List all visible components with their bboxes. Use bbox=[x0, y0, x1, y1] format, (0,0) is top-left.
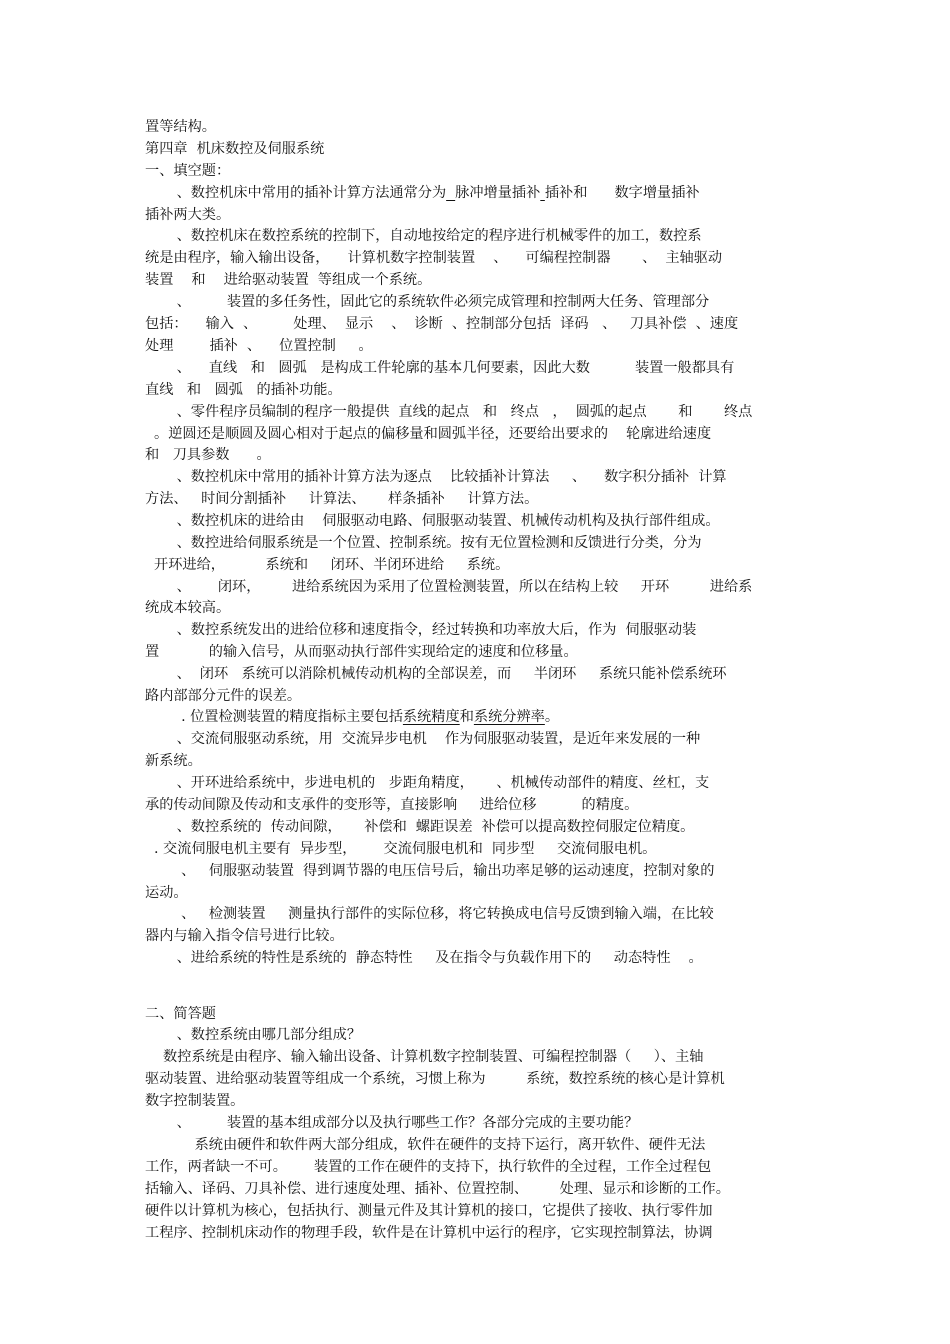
text-segment: 一、填空题： bbox=[145, 163, 231, 179]
text-segment: 、数控机床中常用的插补计算方法通常分为 bbox=[145, 185, 447, 201]
text-segment: 、 装置的多任务性，固此它的系统软件必须完成管理和控制两大任务、管理部分 bbox=[145, 294, 710, 310]
text-segment: 工程序、控制机床动作的物理手段，软件是在计算机中运行的程序，它实现控制算法，协调 bbox=[145, 1225, 713, 1241]
text-line bbox=[145, 1091, 244, 1111]
text-segment: 、 直线 和 圆弧 是构成工件轮廓的基本几何要素，因此大数 装置一般都具有 bbox=[145, 360, 735, 376]
text-line bbox=[145, 205, 230, 225]
text-segment: . 位置检测装置的精度指标主要包括 bbox=[145, 709, 403, 725]
text-line bbox=[145, 817, 694, 837]
text-line bbox=[145, 533, 702, 553]
text-line bbox=[145, 686, 301, 706]
text-segment: 路内部部分元件的误差。 bbox=[145, 688, 302, 704]
text-segment: 统是由程序，输入输出设备， 计算机数字控制装置 、 可编程控制器 、 主轴驱动 bbox=[145, 250, 723, 266]
text-line bbox=[145, 861, 714, 881]
text-segment: 、交流伺服驱动系统，用 交流异步电机 作为伺服驱动装置，是近年来发展的一种 bbox=[145, 731, 701, 747]
text-line bbox=[145, 795, 638, 815]
text-segment: 插补和 数字增量插补 bbox=[544, 185, 700, 201]
text-segment: 驱动装置、进给驱动装置等组成一个系统，习惯上称为 系统，数控系统的核心是计算机 bbox=[145, 1071, 725, 1087]
text-line bbox=[145, 402, 752, 422]
text-line bbox=[145, 467, 727, 487]
text-line bbox=[145, 926, 344, 946]
text-segment: 、进给系统的特性是系统的 静态特性 及在指令与负载作用下的 动态特性 。 bbox=[145, 950, 703, 966]
text-line bbox=[145, 489, 538, 509]
text-segment: 统成本较高。 bbox=[145, 600, 231, 616]
text-segment: 方法、 时间分割插补 计算法、 样条插补 计算方法。 bbox=[145, 491, 539, 507]
text-segment: 硬件以计算机为核心，包括执行、测量元件及其计算机的接口，它提供了接收、执行零件加 bbox=[145, 1203, 713, 1219]
text-line bbox=[145, 620, 696, 640]
text-line bbox=[145, 314, 738, 334]
text-segment: . 交流伺服电机主要有 异步型， 交流伺服电机和 同步型 交流伺服电机。 bbox=[145, 841, 657, 857]
text-line bbox=[145, 1201, 713, 1221]
text-line bbox=[145, 248, 722, 268]
text-segment: 、数控系统的 传动间隙， 补偿和 螺距误差 补偿可以提高数控伺服定位精度。 bbox=[145, 819, 695, 835]
text-segment: 、开环进给系统中，步进电机的 步距角精度， 、机械传动部件的精度、丝杠，支 bbox=[145, 775, 710, 791]
text-line bbox=[145, 729, 700, 749]
text-line bbox=[145, 664, 727, 684]
text-line bbox=[145, 511, 720, 531]
text-line bbox=[145, 183, 700, 203]
text-line bbox=[145, 445, 271, 465]
text-segment: 包括： 输入 、 处理、 显示 、 诊断 、控制部分包括 译码 、 刀具补偿 、速度 bbox=[145, 316, 739, 332]
text-line bbox=[145, 336, 373, 356]
text-line bbox=[145, 707, 559, 727]
text-segment: 括输入、译码、刀具补偿、进行速度处理、插补、位置控制、 处理、显示和诊断的工作。 bbox=[145, 1181, 730, 1197]
text-segment: 工作，两者缺一不可。 装置的工作在硬件的支持下，执行软件的全过程，工作全过程包 bbox=[145, 1159, 712, 1175]
text-segment: 承的传动间隙及传动和支承件的变形等，直接影响 进给位移 的精度。 bbox=[145, 797, 639, 813]
text-segment: 二、简答题 bbox=[145, 1006, 216, 1022]
text-segment: 置 的输入信号，从而驱动执行部件实现给定的速度和位移量。 bbox=[145, 644, 578, 660]
text-line bbox=[145, 1004, 216, 1024]
text-segment: 脉冲增量插补 bbox=[455, 185, 541, 201]
text-segment: 、 闭环 系统可以消除机械传动机构的全部误差，而 半闭环 系统只能补偿系统环 bbox=[145, 666, 727, 682]
text-segment bbox=[446, 185, 455, 201]
text-segment: 。 bbox=[544, 709, 560, 725]
text-line bbox=[145, 161, 230, 181]
text-line bbox=[145, 380, 342, 400]
text-segment: 、 装置的基本组成部分以及执行哪些工作？各部分完成的主要功能？ bbox=[145, 1115, 639, 1131]
text-segment: 、零件程序员编制的程序一般提供 直线的起点 和 终点 ， 圆弧的起点 和 终点 bbox=[145, 404, 753, 420]
text-line bbox=[145, 1025, 361, 1045]
text-segment: 直线 和 圆弧 的插补功能。 bbox=[145, 382, 342, 398]
text-segment: 置等结构。 bbox=[145, 119, 216, 135]
text-segment: 处理 插补 、 位置控制 。 bbox=[145, 338, 373, 354]
text-line bbox=[145, 839, 656, 859]
text-line bbox=[145, 226, 702, 246]
text-segment: 、数控系统发出的进给位移和速度指令，经过转换和功率放大后，作为 伺服驱动装 bbox=[145, 622, 697, 638]
text-segment: 系统精度 bbox=[402, 709, 460, 725]
text-segment: 、 伺服驱动装置 得到调节器的电压信号后，输出功率足够的运动速度，控制对象的 bbox=[145, 863, 715, 879]
text-line bbox=[145, 1113, 638, 1133]
text-segment: 和 刀具参数 。 bbox=[145, 447, 271, 463]
text-segment: 、数控机床中常用的插补计算方法为逐点 比较插补计算法 、 数字积分插补 计算 bbox=[145, 469, 727, 485]
text-line bbox=[145, 292, 709, 312]
text-segment: 插补两大类。 bbox=[145, 207, 231, 223]
text-line bbox=[145, 904, 714, 924]
text-segment: 第四章 机床数控及伺服系统 bbox=[145, 141, 325, 157]
text-segment: 和 bbox=[459, 709, 474, 725]
text-line bbox=[145, 642, 578, 662]
text-line bbox=[145, 1047, 703, 1067]
text-segment: 器内与输入指令信号进行比较。 bbox=[145, 928, 344, 944]
text-line bbox=[145, 948, 703, 968]
text-line bbox=[145, 1135, 705, 1155]
text-segment: 运动。 bbox=[145, 885, 188, 901]
text-segment: 装置 和 进给驱动装置 等组成一个系统。 bbox=[145, 272, 432, 288]
text-segment: 、 闭环， 进给系统因为采用了位置检测装置，所以在结构上较 开环 进给系 bbox=[145, 579, 753, 595]
text-line bbox=[145, 424, 711, 444]
text-line bbox=[145, 117, 216, 137]
text-segment: 。逆圆还是顺圆及圆心相对于起点的偏移量和圆弧半径，还要给出要求的 轮廓进给速度 bbox=[145, 426, 712, 442]
text-line bbox=[145, 139, 324, 159]
text-segment: 系统分辨率 bbox=[473, 709, 545, 725]
text-segment: 新系统。 bbox=[145, 753, 202, 769]
text-segment: 、 检测装置 测量执行部件的实际位移，将它转换成电信号反馈到输入端，在比较 bbox=[145, 906, 714, 922]
text-line bbox=[145, 358, 734, 378]
text-line bbox=[145, 555, 509, 575]
text-line bbox=[145, 1223, 713, 1243]
text-segment: 、数控进给伺服系统是一个位置、控制系统。按有无位置检测和反馈进行分类，分为 bbox=[145, 535, 702, 551]
text-segment: 、数控机床的进给由 伺服驱动电路、伺服驱动装置、机械传动机构及执行部件组成。 bbox=[145, 513, 720, 529]
text-segment: 数字控制装置。 bbox=[145, 1093, 245, 1109]
text-segment: 开环进给， 系统和 闭环、半闭环进给 系统。 bbox=[145, 557, 510, 573]
text-line bbox=[145, 1157, 711, 1177]
text-segment: 、数控系统由哪几部分组成？ bbox=[145, 1027, 362, 1043]
text-line bbox=[145, 773, 709, 793]
text-segment: 系统由硬件和软件两大部分组成，软件在硬件的支持下运行，离开软件、硬件无法 bbox=[145, 1137, 706, 1153]
text-line bbox=[145, 598, 230, 618]
text-line bbox=[145, 1179, 730, 1199]
text-segment: 数控系统是由程序、输入输出设备、计算机数字控制装置、可编程控制器（ ）、主轴 bbox=[145, 1049, 704, 1065]
text-line bbox=[145, 883, 188, 903]
text-segment: 、数控机床在数控系统的控制下，自动地按给定的程序进行机械零件的加工，数控系 bbox=[145, 228, 702, 244]
text-line bbox=[145, 751, 202, 771]
text-line bbox=[145, 270, 431, 290]
text-line bbox=[145, 577, 752, 597]
text-line bbox=[145, 1069, 725, 1089]
